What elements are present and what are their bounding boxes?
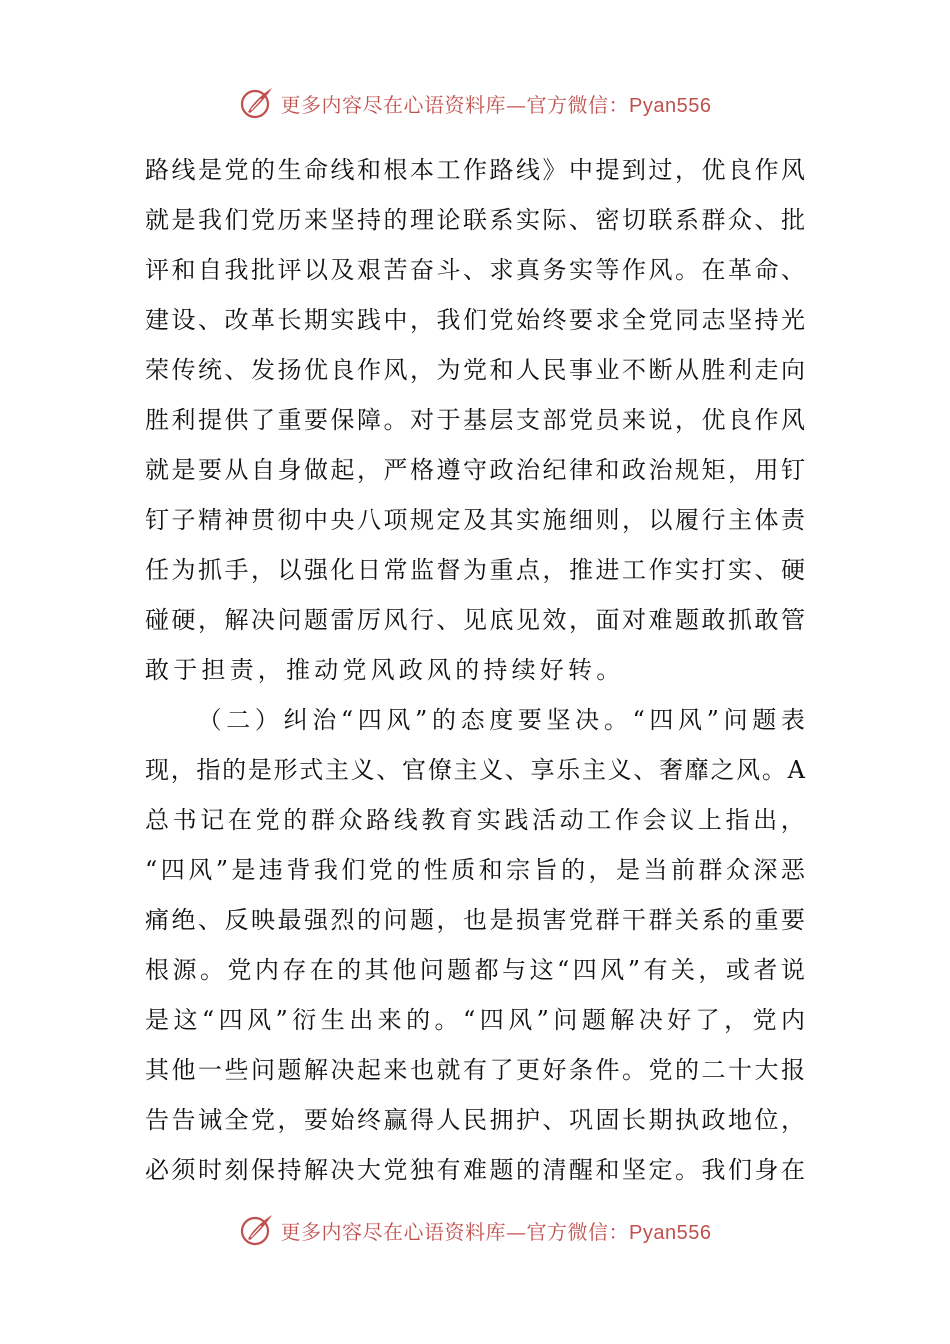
text-line: 路 线 是 党 的 生 命 线 和 根 本 工 作 路 线 》 中 提 到 过 ， 优 良 作 风	[145, 156, 805, 184]
text-line: 碰 硬 ， 解 决 问 题 雷 厉 风 行 、 见 底 见 效 ， 面 对 难 题 敢 抓 敢 管	[145, 606, 805, 634]
text-line: 敢于担责，推动党风政风的持续好转。	[145, 656, 625, 684]
wechat-id: Pyan556	[629, 94, 712, 117]
document-body	[145, 145, 805, 1195]
text-line: 任 为 抓 手 ， 以 强 化 日 常 监 督 为 重 点 ， 推 进 工 作 实 打 实 、 硬	[145, 556, 805, 584]
wechat-id: Pyan556	[629, 1221, 712, 1244]
text-line: 就 是 要 从 自 身 做 起 ， 严 格 遵 守 政 治 纪 律 和 政 治 规 矩 ， 用 钉	[145, 456, 805, 484]
text-line: “ 四 风 ” 是 违 背 我 们 党 的 性 质 和 宗 旨 的 ， 是 当 前 群 众 深 恶	[145, 856, 805, 884]
text-line: 根 源 。 党 内 存 在 的 其 他 问 题 都 与 这 “ 四 风 ” 有 关 ， 或 者 说	[145, 956, 805, 984]
text-line: 荣 传 统 、 发 扬 优 良 作 风 ， 为 党 和 人 民 事 业 不 断 从 胜 利 走 向	[145, 356, 805, 384]
text-line: 就 是 我 们 党 历 来 坚 持 的 理 论 联 系 实 际 、 密 切 联 系 群 众 、 批	[145, 206, 805, 234]
text-line: 评 和 自 我 批 评 以 及 艰 苦 奋 斗 、 求 真 务 实 等 作 风 。 在 革 命 、	[145, 256, 805, 284]
text-line: 建 设 、 改 革 长 期 实 践 中 ， 我 们 党 始 终 要 求 全 党 同 志 坚 持 光	[145, 306, 805, 334]
header-banner	[0, 83, 950, 123]
text-line: 其 他 一 些 问 题 解 决 起 来 也 就 有 了 更 好 条 件 。 党 的 二 十 大 报	[145, 1056, 805, 1084]
text-line: 胜 利 提 供 了 重 要 保 障 。 对 于 基 层 支 部 党 员 来 说 ， 优 良 作 风	[145, 406, 805, 434]
footer-banner-text: 更多内容尽在心语资料库—官方微信：Pyan556	[280, 1219, 712, 1244]
footer-banner	[0, 1210, 950, 1250]
quill-logo-icon	[239, 85, 275, 121]
text-line: 必 须 时 刻 保 持 解 决 大 党 独 有 难 题 的 清 醒 和 坚 定 。 我 们 身 在	[145, 1156, 805, 1184]
quill-logo-icon	[239, 1212, 275, 1248]
text-line: 痛 绝 、 反 映 最 强 烈 的 问 题 ， 也 是 损 害 党 群 干 群 关 系 的 重 要	[145, 906, 805, 934]
text-line: 总 书 记 在 党 的 群 众 路 线 教 育 实 践 活 动 工 作 会 议 上 指 出 ，	[145, 806, 805, 834]
text-line: 是 这 “ 四 风 ” 衍 生 出 来 的 。 “ 四 风 ” 问 题 解 决 好 了 ， 党 内	[145, 1006, 805, 1034]
text-line: 钉 子 精 神 贯 彻 中 央 八 项 规 定 及 其 实 施 细 则 ， 以 履 行 主 体 责	[145, 506, 805, 534]
header-banner-text: 更多内容尽在心语资料库—官方微信：Pyan556	[280, 92, 712, 117]
text-line: （ 二 ） 纠 治 “ 四 风 ” 的 态 度 要 坚 决 。 “ 四 风 ” 问 题 表	[197, 706, 805, 734]
text-line: 现 ， 指 的 是 形 式 主 义 、 官 僚 主 义 、 享 乐 主 义 、 奢 靡 之 风 。 A	[145, 756, 805, 784]
text-line: 告 告 诫 全 党 ， 要 始 终 赢 得 人 民 拥 护 、 巩 固 长 期 执 政 地 位 ，	[145, 1106, 805, 1134]
